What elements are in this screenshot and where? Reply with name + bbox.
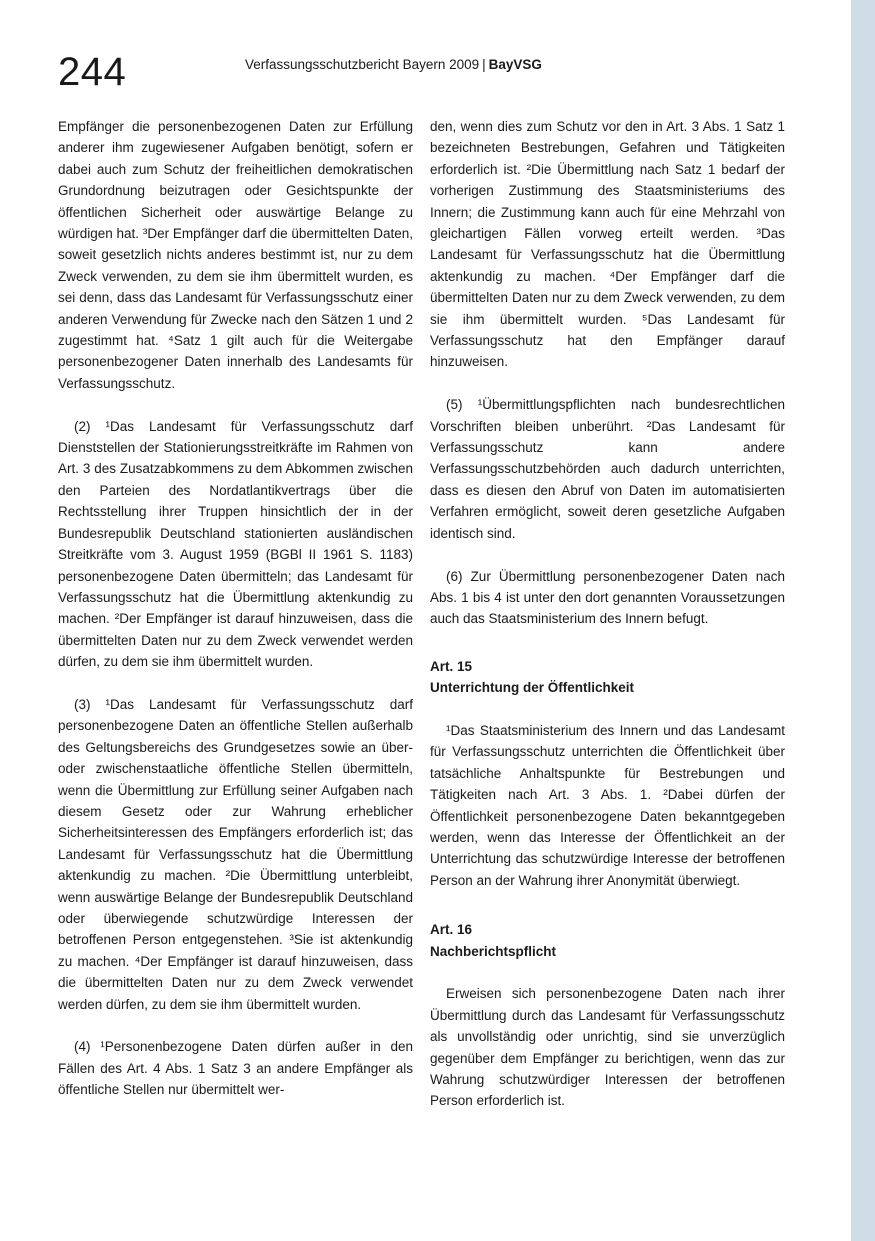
paragraph-3: (3) ¹Das Landesamt für Verfassungsschutz darf personenbezogene Daten an öffentliche Stellen außerhalb des Geltungsbereichs des Grundgesetzes sowie an über- oder zwischenstaatliche öffentliche Stellen übermitteln, wenn die Übermittlung zur Erfüllung seiner Aufgaben nach diesem Gesetz oder zur Wahrung erheblicher Sicherheitsinteressen des Empfängers erforderlich ist; das Landesamt für Verfassungsschutz hat die Übermittlung aktenkundig zu machen. ²Die Übermittlung unterbleibt, wenn auswärtige Belange der Bundesrepublik Deutschland oder überwiegende schutzwürdige Interessen der betroffenen Person entgegenstehen. ³Sie ist aktenkundig zu machen. ⁴Der Empfänger ist darauf hinzuweisen, dass die übermittelten Daten nur zu dem Zweck verwendet werden dürfen, zu dem sie ihm übermittelt wurden. [58,696,413,1012]
article-15-text: ¹Das Staatsministerium des Innern und das Landesamt für Verfassungsschutz unterrichten die Öffentlichkeit über tatsächliche Anhaltspunkte für Bestrebungen und Tätigkeiten nach Art. 3 Abs. 1. ²Dabei dürfen der Öffentlichkeit personenbezogene Daten bekanntgegeben werden, wenn das Interesse der Öffentlichkeit an der Unterrichtung das schutzwürdige Interesse der betroffenen Person an der Wahrung ihrer Anonymität überwiegt. [430,722,785,888]
page-number: 244 [58,50,127,94]
paragraph-2: (2) ¹Das Landesamt für Verfassungsschutz darf Dienststellen der Stationierungsstreitkräfte im Rahmen von Art. 3 des Zusatzabkommens zu dem Abkommen zwischen den Parteien des Nordatlantikvertrags über die Rechtsstellung ihrer Truppen hinsichtlich der in der Bundesrepublik Deutschland stationierten ausländischen Streitkräfte vom 3. August 1959 (BGBl II 1961 S. 1183) personenbezogene Daten übermitteln; das Landesamt für Verfassungsschutz hat die Übermittlung aktenkundig zu machen. ²Der Empfänger ist darauf hinzuweisen, dass die übermittelten Daten nur zu dem Zweck verwendet werden dürfen, zu dem sie ihm übermittelt wurden. [58,418,413,670]
article-16-title: Nachberichtspflicht [430,943,557,959]
running-header [245,56,542,74]
side-color-band [851,0,875,1241]
paragraph-continuation: Empfänger die personenbezogenen Daten zur Erfüllung anderer ihm zugewiesener Aufgaben benötigt, sofern er dabei auch zum Schutz der freiheitlichen demokratischen Grundordnung beizutragen oder Gesichtspunkte der öffentlichen Sicherheit oder auswärtige Belange zu würdigen hat. ³Der Empfänger darf die übermittelten Daten, soweit gesetzlich nichts anderes bestimmt ist, nur zu dem Zweck verwenden, zu dem sie ihm übermittelt wurden, es sei denn, dass das Landesamt für Verfassungsschutz einer anderen Verwendung für Zwecke nach den Sätzen 1 und 2 zugestimmt hat. ⁴Satz 1 gilt auch für die Weitergabe personenbezogener Daten innerhalb des Landesamts für Verfassungsschutz. [58,119,413,391]
right-column [430,116,785,1133]
header-separator: | [482,57,486,72]
left-column [58,116,413,1122]
paragraph-4-continuation: den, wenn dies zum Schutz vor den in Art. 3 Abs. 1 Satz 1 bezeichneten Bestrebungen, Gefahren und Tätigkeiten erforderlich ist. ²Die Übermittlung nach Satz 1 bedarf der vorherigen Zustimmung des Staatsministeriums des Innern; die Zustimmung kann auch für eine Mehrzahl von gleichartigen Fällen vorweg erteilt werden. ³Das Landesamt für Verfassungsschutz hat die Übermittlung aktenkundig zu machen. ⁴Der Empfänger darf die übermittelten Daten nur zu dem Zweck verwenden, zu dem sie ihm übermittelt wurden. ⁵Das Landesamt für Verfassungsschutz hat den Empfänger darauf hinzuweisen. [430,119,785,370]
article-16-number: Art. 16 [430,922,473,938]
article-15-title: Unterrichtung der Öffentlichkeit [430,680,635,696]
paragraph-4: (4) ¹Personenbezogene Daten dürfen außer in den Fällen des Art. 4 Abs. 1 Satz 3 an andere Empfänger als öffentliche Stellen nur übermittelt wer- [58,1039,413,1098]
paragraph-6: (6) Zur Übermittlung personenbezogener Daten nach Abs. 1 bis 4 ist unter den dort genannten Voraussetzungen auch das Staatsministerium des Innern befugt. [430,568,785,627]
publication-title: Verfassungsschutzbericht Bayern 2009 [245,57,480,72]
article-15-number: Art. 15 [430,658,473,674]
law-abbreviation: BayVSG [488,57,542,72]
paragraph-5: (5) ¹Übermittlungspflichten nach bundesrechtlichen Vorschriften bleiben unberührt. ²Das Landesamt für Verfassungsschutz kann andere Verfassungsschutzbehörden auch dadurch unterrichten, dass es diesen den Abruf von Daten im automatisierten Verfahren ermöglicht, soweit deren gesetzliche Aufgaben identisch sind. [430,397,785,541]
article-16-text: Erweisen sich personenbezogene Daten nach ihrer Übermittlung durch das Landesamt für Verfassungsschutz als unvollständig oder unrichtig, sind sie unverzüglich gegenüber dem Empfänger zu berichtigen, wenn das zur Wahrung schutzwürdiger Interessen der betroffenen Person erforderlich ist. [430,986,785,1109]
